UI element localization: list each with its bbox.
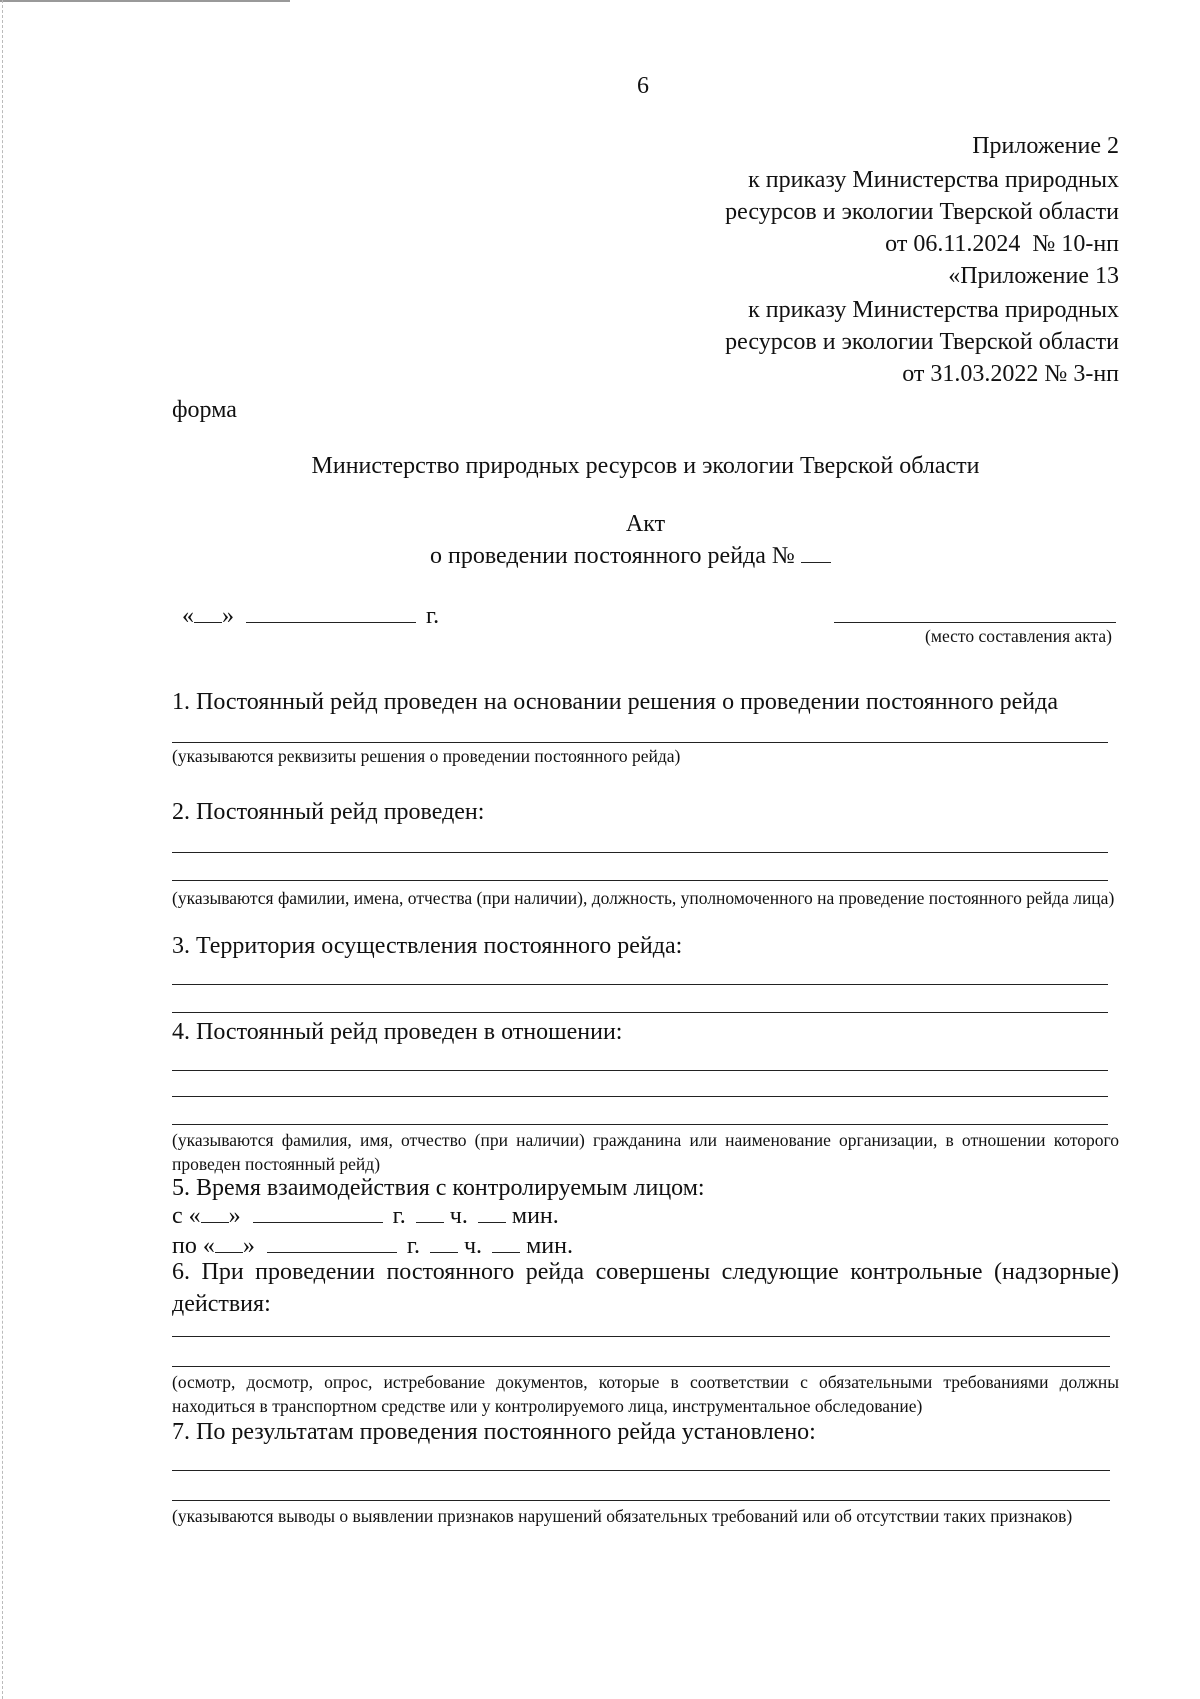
time-from-close-quote: » <box>228 1203 241 1229</box>
section-2-heading: 2. Постоянный рейд проведен: <box>172 799 485 825</box>
section-1-field[interactable] <box>172 742 1108 743</box>
section-7-heading: 7. По результатам проведения постоянного рейда установлено: <box>172 1419 816 1445</box>
ministry-name: Министерство природных ресурсов и экологии Тверской области <box>311 453 980 479</box>
header-line-1: Приложение 2 <box>972 133 1119 159</box>
time-to-minutes-field[interactable] <box>492 1230 520 1253</box>
time-from-hours-field[interactable] <box>416 1200 444 1223</box>
act-number-field[interactable] <box>801 540 831 563</box>
section-5-heading: 5. Время взаимодействия с контролируемым лицом: <box>172 1175 705 1201</box>
section-1-caption: (указываются реквизиты решения о проведении постоянного рейда) <box>172 746 681 766</box>
section-1-heading: 1. Постоянный рейд проведен на основании решения о проведении постоянного рейда <box>172 689 1058 715</box>
time-to-hours-field[interactable] <box>430 1230 458 1253</box>
section-7-field-2[interactable] <box>172 1500 1110 1501</box>
section-3-field-1[interactable] <box>172 984 1108 985</box>
section-3-heading: 3. Территория осуществления постоянного рейда: <box>172 933 683 959</box>
time-from-month-field[interactable] <box>253 1200 383 1223</box>
section-2-caption: (указываются фамилии, имена, отчества (при наличии), должность, уполномоченного на проведение постоянного рейда лица) <box>172 888 1115 908</box>
header-line-5: «Приложение 13 <box>948 263 1119 289</box>
place-caption: (место составления акта) <box>925 626 1112 646</box>
time-to-year: г. <box>406 1233 420 1259</box>
date-year-suffix: г. <box>426 603 440 629</box>
form-label: форма <box>172 397 237 423</box>
page-number: 6 <box>637 73 649 99</box>
time-from-day-field[interactable] <box>201 1200 229 1223</box>
date-open-quote: « <box>182 603 194 629</box>
header-line-8: от 31.03.2022 № 3-нп <box>902 361 1119 387</box>
section-7-caption: (указываются выводы о выявлении признаков нарушений обязательных требований или об отсутствии таких признаков) <box>172 1506 1073 1526</box>
section-4-field-2[interactable] <box>172 1096 1108 1097</box>
time-from-row <box>172 1200 559 1232</box>
header-line-2: к приказу Министерства природных <box>748 167 1119 193</box>
date-row <box>182 600 439 632</box>
time-to-hours: ч. <box>463 1233 483 1259</box>
time-from-year: г. <box>392 1203 406 1229</box>
section-7-field-1[interactable] <box>172 1470 1110 1471</box>
header-line-4: от 06.11.2024 № 10-нп <box>885 231 1119 257</box>
date-close-quote: » <box>222 603 234 629</box>
section-3-field-2[interactable] <box>172 1012 1108 1013</box>
section-2-field-1[interactable] <box>172 852 1108 853</box>
section-4-field-1[interactable] <box>172 1070 1108 1071</box>
section-6-heading: 6. При проведении постоянного рейда совершены следующие контрольные (надзорные) действия: <box>172 1259 1119 1317</box>
time-to-prefix: по « <box>172 1233 215 1259</box>
section-6-caption: (осмотр, досмотр, опрос, истребование документов, которые в соответствии с обязательными требованиями должны находиться в транспортном средстве или у контролируемого лица, инструментальное обследование) <box>172 1372 1119 1416</box>
scan-edge-left <box>2 0 3 1699</box>
act-title: Акт <box>625 511 666 537</box>
header-line-7: ресурсов и экологии Тверской области <box>725 329 1119 355</box>
header-line-3: ресурсов и экологии Тверской области <box>725 199 1119 225</box>
section-4-caption: (указываются фамилия, имя, отчество (при наличии) гражданина или наименование организации, в отношении которого проведен постоянный рейд) <box>172 1130 1119 1174</box>
time-from-minutes: мин. <box>511 1203 559 1229</box>
section-6-field-1[interactable] <box>172 1336 1110 1337</box>
scan-edge-top <box>0 0 290 2</box>
act-subtitle <box>430 540 831 572</box>
act-subtitle-text: о проведении постоянного рейда № <box>430 543 795 569</box>
time-from-minutes-field[interactable] <box>478 1200 506 1223</box>
section-6-field-2[interactable] <box>172 1366 1110 1367</box>
section-4-heading: 4. Постоянный рейд проведен в отношении: <box>172 1019 623 1045</box>
time-to-minutes: мин. <box>526 1233 573 1259</box>
time-to-month-field[interactable] <box>267 1230 397 1253</box>
place-field[interactable] <box>834 622 1116 623</box>
date-month-field[interactable] <box>246 600 416 623</box>
section-4-field-3[interactable] <box>172 1124 1108 1125</box>
header-line-6: к приказу Министерства природных <box>748 297 1119 323</box>
time-from-prefix: с « <box>172 1203 201 1229</box>
section-2-field-2[interactable] <box>172 880 1108 881</box>
time-from-hours: ч. <box>449 1203 468 1229</box>
date-day-field[interactable] <box>194 600 222 623</box>
time-to-day-field[interactable] <box>215 1230 243 1253</box>
time-to-close-quote: » <box>242 1233 255 1259</box>
